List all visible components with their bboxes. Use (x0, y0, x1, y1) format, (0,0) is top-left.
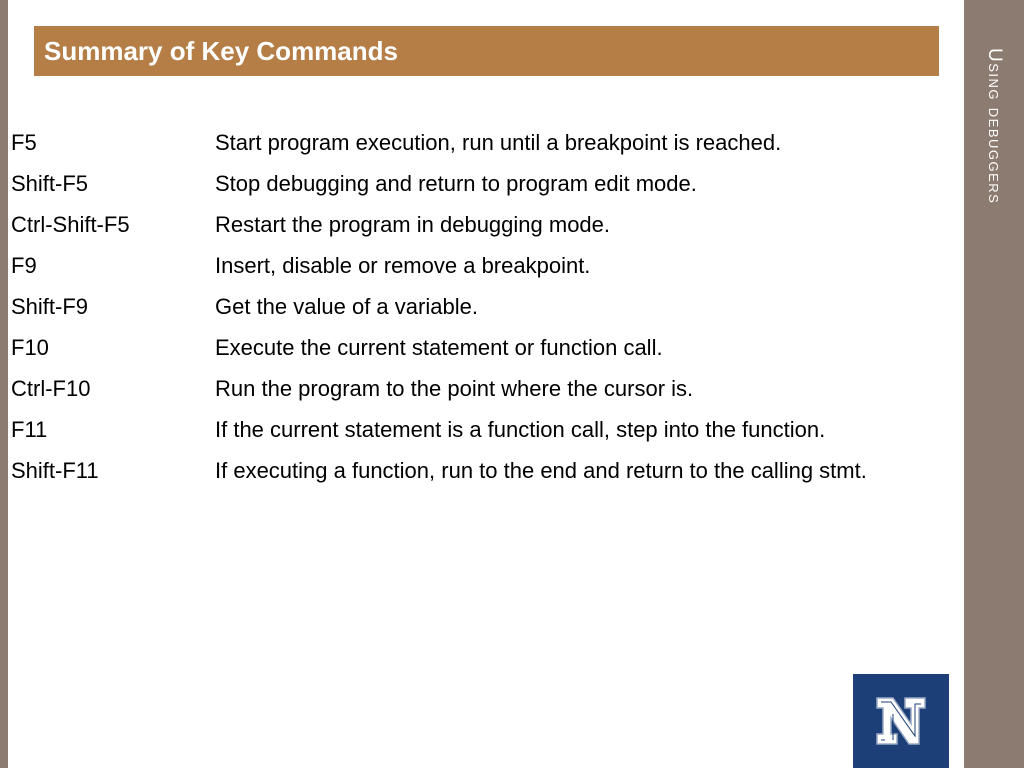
command-row (11, 163, 1016, 204)
slide-title: Summary of Key Commands (44, 36, 398, 66)
command-key: F10 (11, 335, 49, 360)
command-key: F5 (11, 130, 37, 155)
command-row (11, 327, 1016, 368)
command-list (11, 122, 1016, 491)
command-key: Shift-F11 (11, 458, 99, 483)
command-key: F11 (11, 417, 48, 442)
command-description: Restart the program in debugging mode. (215, 212, 611, 237)
sidebar-section-title: Using debuggers (984, 48, 1005, 205)
command-key: Ctrl-F10 (11, 376, 91, 401)
command-row (11, 409, 1016, 450)
command-key: Shift-F5 (11, 171, 89, 196)
command-row (11, 245, 1016, 286)
command-row (11, 450, 1016, 491)
university-logo (853, 674, 949, 768)
command-description: Start program execution, run until a breakpoint is reached. (215, 130, 782, 155)
title-bar (34, 26, 939, 76)
command-row (11, 122, 1016, 163)
command-description: Get the value of a variable. (215, 294, 478, 319)
command-description: Execute the current statement or function call. (215, 335, 663, 360)
command-description: Insert, disable or remove a breakpoint. (215, 253, 591, 278)
block-n-logo-icon (871, 694, 931, 748)
command-description: Stop debugging and return to program edit mode. (215, 171, 697, 196)
command-row (11, 204, 1016, 245)
left-edge-strip (0, 0, 8, 768)
command-description: If the current statement is a function call, step into the function. (215, 417, 826, 442)
command-description: Run the program to the point where the cursor is. (215, 376, 694, 401)
command-row (11, 368, 1016, 409)
command-key: Ctrl-Shift-F5 (11, 212, 130, 237)
command-key: Shift-F9 (11, 294, 89, 319)
command-description: If executing a function, run to the end and return to the calling stmt. (215, 458, 867, 483)
command-key: F9 (11, 253, 37, 278)
command-row (11, 286, 1016, 327)
